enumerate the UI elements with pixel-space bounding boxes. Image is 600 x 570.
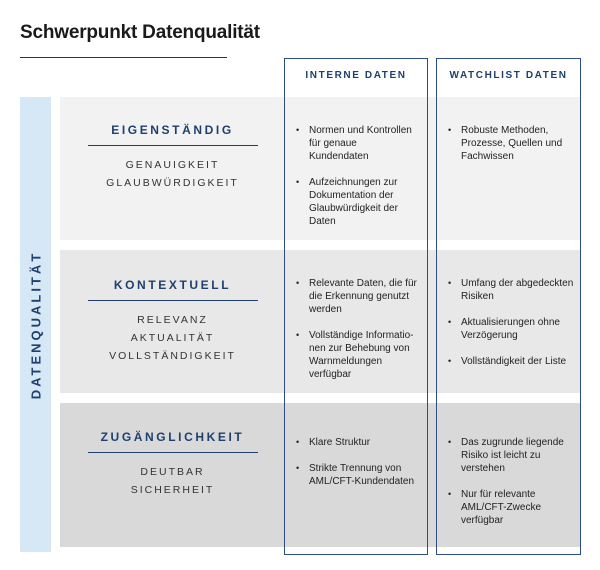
cell-interne-kontextuell	[293, 277, 418, 394]
attribute: SICHERHEIT	[130, 484, 215, 496]
attribute: GLAUBWÜRDIGKEIT	[106, 177, 239, 189]
attribute: DEUTBAR	[140, 466, 205, 478]
bullet-item: • Das zugrunde liegende Risiko ist leicht zu verstehen	[445, 436, 577, 475]
bullet-item: • Klare Struktur	[293, 436, 418, 449]
category-title: EIGENSTÄNDIG	[88, 123, 258, 146]
attribute: VOLLSTÄNDIGKEIT	[109, 350, 236, 362]
page-title: Schwerpunkt Datenqualität	[20, 22, 260, 43]
attribute: RELEVANZ	[137, 314, 208, 326]
column-header-watchlist-daten: WATCHLIST DATEN	[449, 70, 568, 81]
sidebar-datenqualitaet	[20, 97, 51, 552]
category-title: ZUGÄNGLICHKEIT	[88, 430, 258, 453]
bullet-item: • Nur für relevante AML/CFT-Zwecke verfügbar	[445, 488, 577, 527]
category-block	[60, 123, 285, 192]
bullet-item: • Relevante Daten, die für die Erkennung genutzt werden	[293, 277, 418, 316]
category-attributes	[60, 463, 285, 499]
category-block	[60, 430, 285, 499]
sidebar-label: DATENQUALITÄT	[28, 250, 43, 399]
bullet-item: • Umfang der abgedeckten Risiken	[445, 277, 577, 303]
title-underline	[20, 57, 227, 58]
bullet-item: • Robuste Methoden, Prozesse, Quellen und Fachwissen	[445, 124, 577, 163]
bullet-item: • Vollständige Informatio-nen zur Behebung von Warnmeldungen verfügbar	[293, 329, 418, 381]
category-block	[60, 278, 285, 365]
category-title: KONTEXTUELL	[88, 278, 258, 301]
category-attributes	[60, 311, 285, 365]
attribute: GENAUIGKEIT	[125, 159, 220, 171]
bullet-item: • Aufzeichnungen zur Dokumentation der Glaubwürdigkeit der Daten	[293, 176, 418, 228]
cell-interne-zugaenglichkeit	[293, 436, 418, 501]
column-header-interne-daten: INTERNE DATEN	[305, 70, 407, 81]
bullet-item: • Aktualisierungen ohne Verzögerung	[445, 316, 577, 342]
cell-watchlist-kontextuell	[445, 277, 577, 381]
cell-interne-eigenstaendig	[293, 124, 418, 241]
bullet-item: • Normen und Kontrollen für genaue Kundendaten	[293, 124, 418, 163]
bullet-item: • Vollständigkeit der Liste	[445, 355, 577, 368]
cell-watchlist-zugaenglichkeit	[445, 436, 577, 540]
cell-watchlist-eigenstaendig	[445, 124, 577, 176]
attribute: AKTUALITÄT	[130, 332, 215, 344]
category-attributes	[60, 156, 285, 192]
bullet-item: • Strikte Trennung von AML/CFT-Kundendaten	[293, 462, 418, 488]
